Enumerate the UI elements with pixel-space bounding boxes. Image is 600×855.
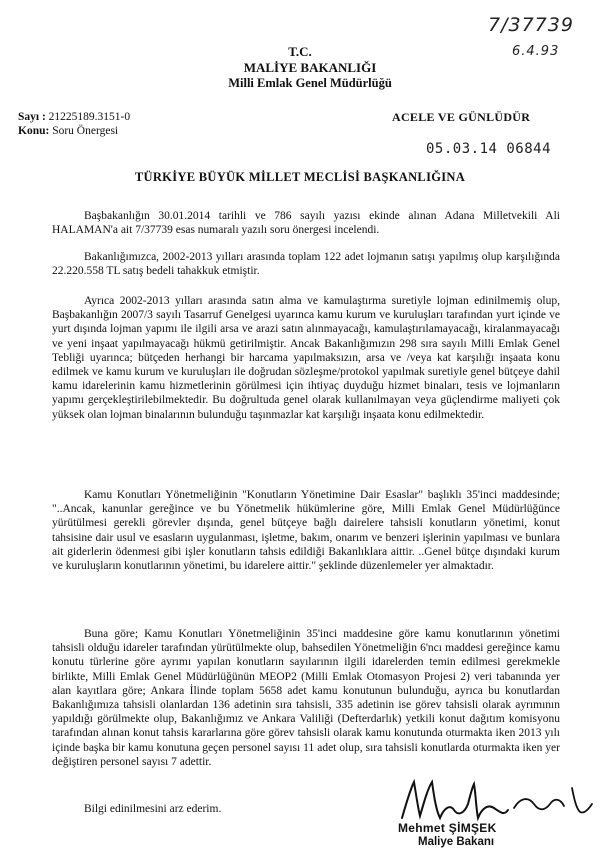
meta-number [18,111,130,123]
urgency-label: ACELE VE GÜNLÜDÜR [392,110,531,124]
header-directorate: Milli Emlak Genel Müdürlüğü [228,76,392,90]
registry-stamp: 05.03.14 06844 [426,141,552,157]
handwritten-signature [396,774,596,824]
handwritten-date-note: 6.4.93 [512,44,560,59]
signatory-title: Maliye Bakanı [418,836,495,848]
paragraph-5: Buna göre; Kamu Konutları Yönetmeliğinin 35'inci maddesine göre kamu konutlarının yönetimi tahsisli olduğu idareler tarafından yürütülmekte olup, bahsedilen Yönetmeliğin 6'ncı maddesi gereğince kamu konutu türlerine göre ayrımı yapılan konutların sayılarının ilgili idarelerden temin edilmesi gerekmekle birlikte, Milli Emlak Genel Müdürlüğünün MEOP2 (Milli Emlak Otomasyon Projesi 2) veri tabanında yer alan kayıtlara göre; Ankara İlinde toplam 5658 adet kamu konutunun bulunduğu, ayrıca bu konutlardan Bakanlığımıza tahsisli olanlardan 136 adetinin sıra tahsisli, 335 adetinin ise görev tahsisli olarak ayrımının yapıldığı görülmekte olup, Bakanlığımız ve Ankara Valiliği (Defterdarlık) yetkili konut dağıtım komisyonu tarafından alınan konut tahsis kararlarına göre görev tahsisli olarak kamu konutunda oturmakta iken 2013 yılı içinde başka bir kamu konutuna geçen personel sayısı 11 adet olup, sıra tahsisli konutlarda oturmakta iken yer değiştiren personel sayısı 7 adettir. [52,628,560,768]
handwritten-reference-number: 7/37739 [488,14,574,36]
meta-subject [18,125,118,137]
closing-line: Bilgi edinilmesini arz ederim. [84,803,222,815]
paragraph-2: Bakanlığımızca, 2002-2013 yılları arasında toplam 122 adet lojmanın satışı yapılmış olup karşılığında 22.220.558 TL satış bedeli tahakkuk etmiştir. [52,251,560,278]
paragraph-4: Kamu Konutları Yönetmeliğinin "Konutların Yönetimine Dair Esaslar" başlıklı 35'inci maddesinde; "..Ancak, kanunlar gereğince ve bu Yönetmelik hükümlerine göre, Milli Emlak Genel Müdürlüğünce yürütülmesi gerekli görevler dışında, genel bütçeye bağlı dairelere tahsisli konutların yönetimi, konut tahsisine dair usul ve esasların uygulanması, işletme, bakım, onarım ve benzeri işlerinin yapılması ve bunlara ait giderlerin ödenmesi gibi işler konutların tahsis edildiği Bakanlıklara aittir. ..Genel bütçe dışındaki kurum ve kuruluşların konutlarının yönetimi, bu idarelere aittir." şeklinde düzenlemeler yer almaktadır. [52,489,560,573]
meta-number-label: Sayı : [18,111,46,123]
header-tc: T.C. [288,44,312,59]
paragraph-1: Başbakanlığın 30.01.2014 tarihli ve 786 sayılı yazısı ekinde alınan Adana Milletvekili Ali HALAMAN'a ait 7/37739 esas numaralı yazılı soru önergesi incelendi. [52,210,560,237]
signatory-name: Mehmet ŞİMŞEK [398,821,497,835]
meta-number-value: 21225189.3151-0 [48,111,131,123]
paragraph-3: Ayrıca 2002-2013 yılları arasında satın alma ve kamulaştırma suretiyle lojman edinilmemiş olup, Başbakanlığın 2007/3 sayılı Tasarruf Genelgesi uyarınca kamu kurum ve kuruluşları tarafından yurt içinde ve yurt dışında lojman yapımı ile ilgili arsa ve arazi satın alınmayacağı, kamulaştırılamayacağı, kiralanmayacağı ve yeni inşaat yapılmayacağı hükmü getirilmiştir. Ancak Bakanlığımızın 298 sıra sayılı Milli Emlak Genel Tebliği uyarınca; bütçeden herhangi bir harcama yapılmaksızın, arsa ve /veya kat karşılığı inşaata konu edilmek ve kamu kurum ve kuruluşları ile doğrudan sözleşme/protokol yapılmak suretiyle genel bütçeye dahil kamu idarelerinin kamu hizmetlerinin görülmesi için ihtiyaç duyduğu hizmet binaları, tesis ve lojmanların yapımı gerçekleştirilebilmektedir. Bu doğrultuda genel olarak kullanılmayan veya güçlendirme maliyeti çok yüksek olan lojman binalarının bulunduğu taşınmazlar kat karşılığı inşaata konu edilmektedir. [52,295,560,421]
meta-subject-value: Soru Önergesi [52,125,119,137]
meta-subject-label: Konu: [18,125,50,137]
addressee-title: TÜRKİYE BÜYÜK MİLLET MECLİSİ BAŞKANLIĞINA [134,170,466,184]
header-ministry: MALİYE BAKANLIĞI [243,60,377,75]
